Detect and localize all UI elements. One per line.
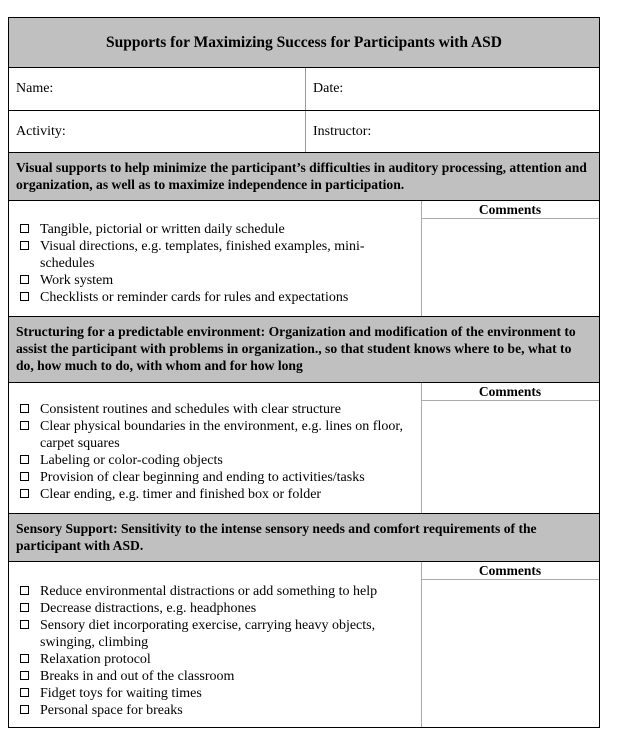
list-item <box>9 668 421 685</box>
checkbox[interactable] <box>20 472 29 481</box>
name-field[interactable] <box>9 68 305 110</box>
date-label: Date: <box>313 81 344 96</box>
item-label: Relaxation protocol <box>40 652 151 667</box>
checklist <box>9 583 421 719</box>
name-date-row <box>9 68 599 111</box>
checkbox[interactable] <box>20 586 29 595</box>
checkbox[interactable] <box>20 292 29 301</box>
checkbox[interactable] <box>20 620 29 629</box>
checkbox[interactable] <box>20 421 29 430</box>
checkbox[interactable] <box>20 455 29 464</box>
list-item <box>9 289 421 306</box>
item-label: Breaks in and out of the classroom <box>40 669 235 684</box>
item-label: Clear ending, e.g. timer and finished box or folder <box>40 487 322 502</box>
checkbox[interactable] <box>20 489 29 498</box>
asd-support-form <box>8 17 600 728</box>
checklist <box>9 401 421 503</box>
activity-label: Activity: <box>16 123 66 139</box>
item-label: Personal space for breaks <box>40 703 183 718</box>
comments-header: Comments <box>421 201 599 219</box>
name-label: Name: <box>16 81 54 96</box>
instructor-field[interactable] <box>305 111 599 152</box>
item-label: Sensory diet incorporating exercise, carrying heavy objects, swinging, climbing <box>40 618 376 650</box>
list-item <box>9 272 421 289</box>
comments-header: Comments <box>421 562 599 580</box>
form-title: Supports for Maximizing Success for Participants with ASD <box>9 18 599 68</box>
comments-cell[interactable] <box>422 401 599 513</box>
list-item <box>9 401 421 418</box>
item-label: Consistent routines and schedules with clear structure <box>40 402 341 417</box>
list-item <box>9 418 421 452</box>
date-field[interactable] <box>305 68 599 110</box>
item-label: Labeling or color-coding objects <box>40 453 223 468</box>
comments-cell[interactable] <box>422 219 599 316</box>
item-label: Tangible, pictorial or written daily schedule <box>40 222 285 237</box>
activity-field[interactable] <box>9 111 305 152</box>
item-label: Reduce environmental distractions or add something to help <box>40 584 378 599</box>
item-label: Fidget toys for waiting times <box>40 686 202 701</box>
list-item <box>9 469 421 486</box>
checklist <box>9 221 421 306</box>
checkbox[interactable] <box>20 705 29 714</box>
item-label: Provision of clear beginning and ending to activities/tasks <box>40 470 365 485</box>
comments-cell[interactable] <box>422 580 599 727</box>
checkbox[interactable] <box>20 241 29 250</box>
list-item <box>9 651 421 668</box>
section-sensory-support-heading: Sensory Support: Sensitivity to the intense sensory needs and comfort requirements of the participant with ASD. <box>9 514 599 562</box>
checkbox[interactable] <box>20 275 29 284</box>
item-label: Work system <box>40 273 114 288</box>
comments-header: Comments <box>421 383 599 401</box>
checkbox[interactable] <box>20 654 29 663</box>
section-visual-supports-body <box>9 201 599 317</box>
checkbox[interactable] <box>20 404 29 413</box>
list-item <box>9 583 421 600</box>
checkbox[interactable] <box>20 671 29 680</box>
list-item <box>9 238 421 272</box>
checkbox[interactable] <box>20 224 29 233</box>
section-structuring-heading: Structuring for a predictable environment: Organization and modification of the environment to assist the participant with problems in organization., so that student knows where to be, what to do, how much to do, with whom and for how long <box>9 317 599 383</box>
activity-instructor-row <box>9 111 599 153</box>
item-label: Visual directions, e.g. templates, finished examples, mini-schedules <box>40 239 365 271</box>
item-label: Checklists or reminder cards for rules and expectations <box>40 290 349 305</box>
item-label: Decrease distractions, e.g. headphones <box>40 601 257 616</box>
list-item <box>9 221 421 238</box>
list-item <box>9 702 421 719</box>
checkbox[interactable] <box>20 603 29 612</box>
item-label: Clear physical boundaries in the environment, e.g. lines on floor, carpet squares <box>40 419 403 451</box>
list-item <box>9 452 421 469</box>
instructor-label: Instructor: <box>313 123 372 139</box>
list-item <box>9 486 421 503</box>
list-item <box>9 617 421 651</box>
list-item <box>9 600 421 617</box>
section-structuring-body <box>9 383 599 514</box>
section-visual-supports-heading: Visual supports to help minimize the participant’s difficulties in auditory processing, attention and organization, as well as to maximize independence in participation. <box>9 153 599 201</box>
section-sensory-support-body <box>9 562 599 727</box>
checkbox[interactable] <box>20 688 29 697</box>
list-item <box>9 685 421 702</box>
